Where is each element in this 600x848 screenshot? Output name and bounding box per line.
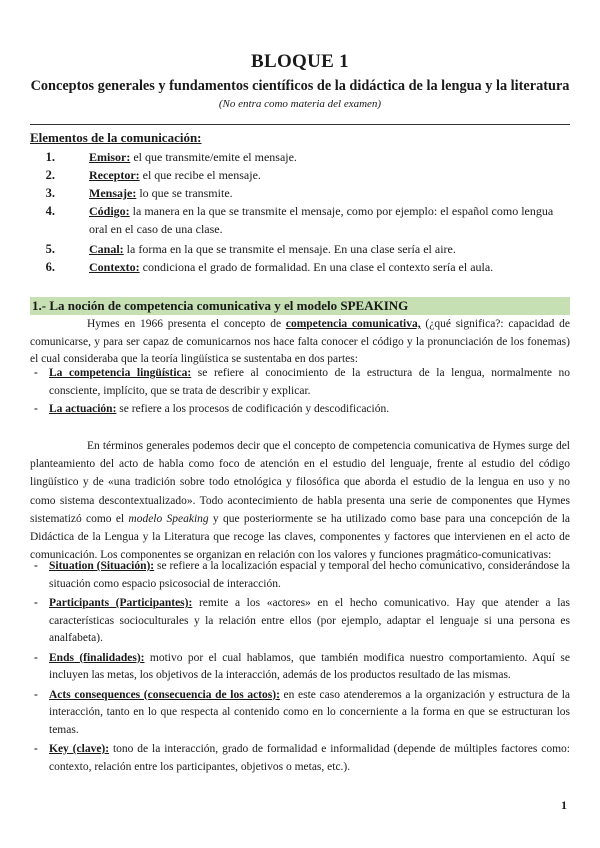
item-term: Receptor: bbox=[89, 168, 140, 182]
bullet-dash: - bbox=[34, 743, 38, 755]
item-text: remite a los «actores» en el hecho comunicativo. Hay que atender a las características socioculturales y la relación entre ellos (por ejemplo, adaptar el lenguaje si una persona es analfabeta). bbox=[49, 597, 570, 644]
list-item bbox=[30, 741, 570, 776]
list-item bbox=[30, 240, 570, 258]
item-number: 4. bbox=[45, 204, 55, 218]
key-term: competencia comunicativa, bbox=[285, 318, 421, 330]
item-text: motivo por el cual hablamos, que también modifica nuestro comportamiento. Aquí se incluyen las metas, los objetivos de la interacción, además de los productos resultado de las mismas. bbox=[49, 651, 570, 681]
page-subtitle: Conceptos generales y fundamentos científicos de la didáctica de la lengua y la literatura bbox=[30, 78, 570, 94]
item-number: 2. bbox=[45, 168, 55, 182]
item-term: La competencia lingüística: bbox=[49, 367, 192, 379]
item-number: 1. bbox=[45, 150, 55, 164]
list-item bbox=[30, 595, 570, 648]
page-number: 1 bbox=[561, 798, 567, 812]
paragraph-text: Hymes en 1966 presenta el concepto de bbox=[87, 318, 286, 330]
item-term: Situation (Situación): bbox=[49, 560, 155, 572]
item-term: Canal: bbox=[89, 242, 124, 256]
exam-note: (No entra como materia del examen) bbox=[218, 98, 382, 110]
bullet-dash: - bbox=[34, 688, 38, 701]
list-item bbox=[30, 166, 570, 184]
item-text: el que transmite/emite el mensaje. bbox=[130, 150, 297, 164]
list-item bbox=[30, 558, 570, 593]
item-text: condiciona el grado de formalidad. En una clase el contexto sería el aula. bbox=[139, 260, 494, 274]
list-item bbox=[30, 148, 570, 166]
item-text: en este caso atenderemos a la organización y estructura de la interacción, tanto en lo que respecta al contenido como en lo concerniente a la forma en que se estructuran los temas. bbox=[49, 688, 571, 736]
item-text: la manera en la que se transmite el mensaje, como por ejemplo: el español como lengua oral en el caso de una clase. bbox=[89, 204, 554, 236]
section-heading-text: 1.- La noción de competencia comunicativa y el modelo SPEAKING bbox=[32, 298, 409, 313]
bullet-dash: - bbox=[34, 367, 38, 379]
paragraph-text: y que posteriormente se ha utilizado como base para una concepción de la Didáctica de la Lengua y la Literatura que recoge las claves, componentes y factores que intervienen en el acto de comunicación. Los componentes se organizan en relación con los valores y funciones pragmático-comunicativas: bbox=[30, 512, 570, 562]
communication-heading: Elementos de la comunicación: bbox=[30, 130, 202, 145]
item-term: Código: bbox=[89, 204, 130, 218]
bullet-dash: - bbox=[34, 597, 38, 609]
competence-parts-list bbox=[30, 365, 570, 420]
item-term: Ends (finalidades): bbox=[49, 651, 145, 664]
list-item bbox=[30, 202, 570, 238]
item-number: 5. bbox=[45, 242, 55, 256]
italic-term: modelo Speaking bbox=[128, 512, 209, 525]
item-text: lo que se transmite. bbox=[136, 186, 233, 200]
list-item bbox=[30, 687, 570, 740]
bullet-dash: - bbox=[34, 560, 38, 572]
speaking-components-list bbox=[30, 558, 570, 778]
item-text: la forma en la que se transmite el mensaje. En una clase sería el aire. bbox=[123, 242, 456, 256]
item-term: Key (clave): bbox=[49, 743, 110, 755]
communication-elements-list bbox=[30, 148, 570, 276]
item-text: se refiere a los procesos de codificación y descodificación. bbox=[116, 403, 390, 415]
item-number: 3. bbox=[45, 186, 55, 200]
item-term: Acts consequences (consecuencia de los actos): bbox=[49, 688, 280, 701]
item-term: Participants (Participantes): bbox=[49, 597, 193, 609]
item-term: Mensaje: bbox=[89, 186, 137, 200]
bullet-dash: - bbox=[34, 651, 38, 664]
bullet-dash: - bbox=[34, 403, 38, 415]
item-term: La actuación: bbox=[49, 403, 117, 415]
paragraph-text: (¿qué significa?: capacidad de comunicarse, y para ser capaz de comunicarnos nos hace falta conocer el código y la pronunciación de los fonemas) el cual consideraba que la teoría lingüística se sustentaba en dos partes: bbox=[30, 318, 570, 365]
item-text: el que recibe el mensaje. bbox=[139, 168, 261, 182]
item-term: Emisor: bbox=[89, 150, 131, 164]
list-item bbox=[30, 650, 570, 685]
list-item bbox=[30, 365, 570, 400]
list-item bbox=[30, 258, 570, 276]
header-divider bbox=[30, 124, 570, 125]
section-heading bbox=[30, 297, 570, 315]
paragraph-general bbox=[30, 437, 570, 564]
paragraph-hymes bbox=[30, 316, 570, 369]
page-title: BLOQUE 1 bbox=[251, 51, 349, 72]
item-term: Contexto: bbox=[89, 260, 140, 274]
item-text: se refiere al conocimiento de la estructura de la lengua, normalmente no consciente, implícito, que se trata de describir y explicar. bbox=[49, 367, 570, 397]
list-item bbox=[30, 184, 570, 202]
item-text: tono de la interacción, grado de formalidad e informalidad (depende de múltiples factores como: contexto, relación entre los participantes, objetivos o metas, etc.). bbox=[49, 743, 570, 773]
item-number: 6. bbox=[45, 260, 55, 274]
paragraph-text: En términos generales podemos decir que el concepto de competencia comunicativa de Hymes surge del planteamiento del acto de habla como foco de atención en el estudio del lenguaje, frente al estudio del código lingüístico y de «una tradición sobre todo etnológica y filosófica que aborda el estudio de la lengua en uso y no como sistema descontextualizado». Todo acontecimiento de habla presenta una serie de componentes que Hymes sistematizó como el bbox=[30, 440, 570, 525]
item-text: se refiere a la localización espacial y temporal del hecho comunicativo, considerándose la situación como espacio psicosocial de interacción. bbox=[49, 560, 570, 590]
list-item bbox=[30, 401, 570, 419]
